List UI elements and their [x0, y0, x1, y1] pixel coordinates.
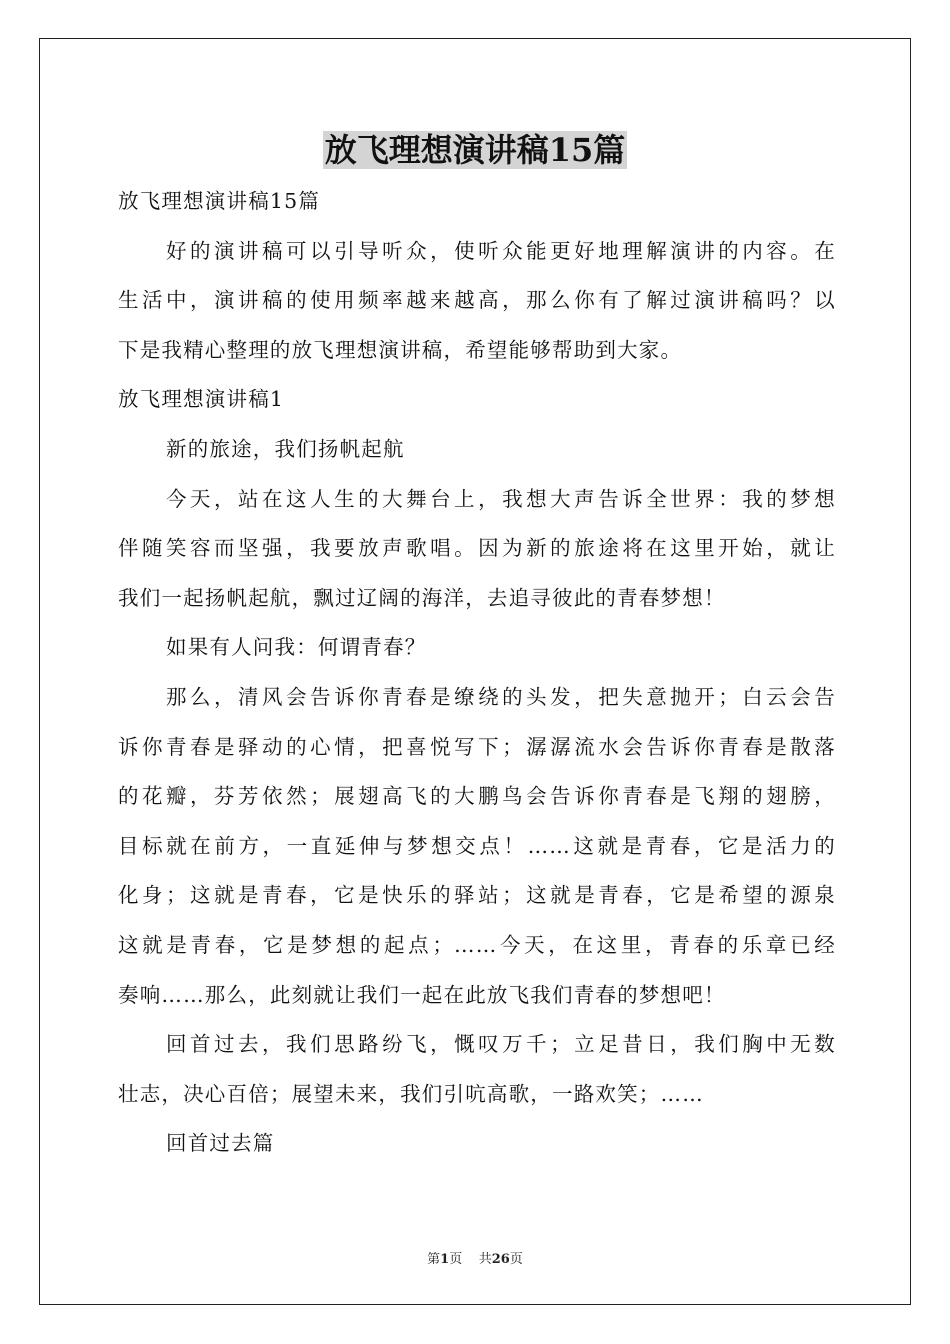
page-total: 26: [491, 1252, 510, 1267]
text-line: 如果有人问我：何谓青春？: [166, 635, 427, 660]
text-line: 的花瓣，芬芳依然；展翅高飞的大鹏鸟会告诉你青春是飞翔的翅膀，: [118, 784, 836, 809]
document-title-text: 放飞理想演讲稿15篇: [324, 131, 626, 169]
text-line: 生活中，演讲稿的使用频率越来越高，那么你有了解过演讲稿吗？以: [118, 288, 836, 313]
text-line: 化身；这就是青春，它是快乐的驿站；这就是青春，它是希望的源泉: [118, 883, 836, 908]
total-unit: 页: [509, 1252, 523, 1267]
text-line: 我们一起扬帆起航，飘过辽阔的海洋，去追寻彼此的青春梦想！: [118, 585, 726, 610]
page-unit: 页: [449, 1252, 463, 1267]
document-body: [118, 177, 836, 1169]
text-line: 新的旅途，我们扬帆起航: [166, 436, 405, 461]
page-footer: [0, 1248, 950, 1267]
total-label: 共: [478, 1252, 492, 1267]
text-line: 好的演讲稿可以引导听众，使听众能更好地理解演讲的内容。在: [166, 238, 836, 263]
text-line: 回首过去篇: [166, 1131, 275, 1156]
page-number: 1: [440, 1252, 450, 1267]
text-line: 今天，站在这人生的大舞台上，我想大声告诉全世界：我的梦想: [166, 486, 836, 511]
text-line: 诉你青春是驿动的心情，把喜悦写下；潺潺流水会告诉你青春是散落: [118, 734, 836, 759]
text-line: 伴随笑容而坚强，我要放声歌唱。因为新的旅途将在这里开始，就让: [118, 536, 836, 561]
page-label: 第: [427, 1252, 441, 1267]
text-line: 壮志，决心百倍；展望未来，我们引吭高歌，一路欢笑；……: [118, 1081, 704, 1106]
text-line: 奏响……那么，此刻就让我们一起在此放飞我们青春的梦想吧！: [118, 982, 726, 1007]
text-line: 下是我精心整理的放飞理想演讲稿，希望能够帮助到大家。: [118, 337, 683, 362]
text-line: 放飞理想演讲稿1: [118, 387, 285, 412]
text-line: 放飞理想演讲稿15篇: [118, 189, 321, 213]
text-line: 目标就在前方，一直延伸与梦想交点！……这就是青春，它是活力的: [118, 833, 836, 858]
text-line: 这就是青春，它是梦想的起点；……今天，在这里，青春的乐章已经: [118, 932, 836, 957]
text-line: 那么，清风会告诉你青春是缭绕的头发，把失意抛开；白云会告: [166, 684, 836, 709]
document-title: [0, 128, 950, 172]
text-line: 回首过去，我们思路纷飞，慨叹万千；立足昔日，我们胸中无数: [166, 1032, 836, 1057]
